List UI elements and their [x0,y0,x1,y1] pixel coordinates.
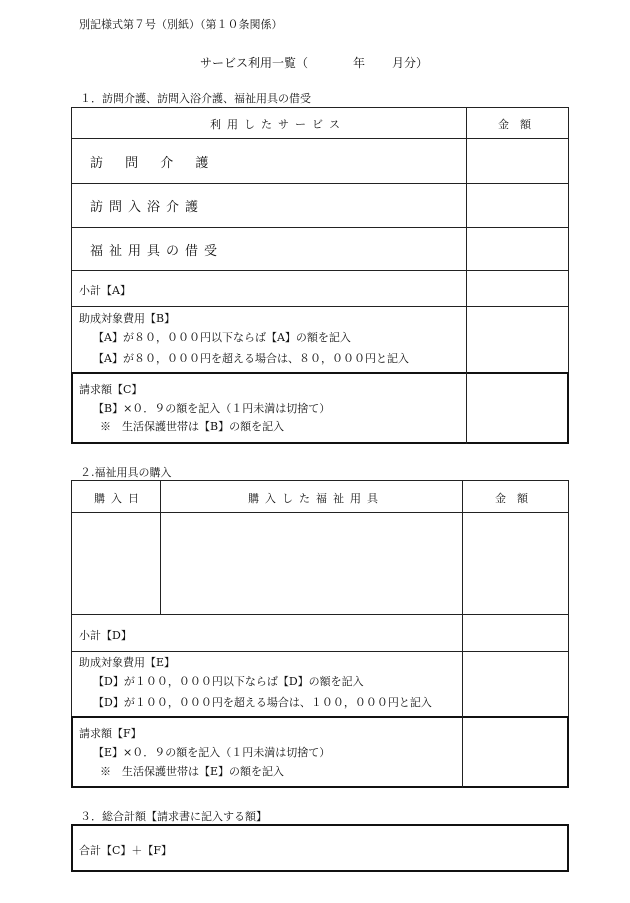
service-home-bathing: 訪問入浴介護 [90,200,205,215]
section1-amount-divider [466,107,467,372]
section2-amount-divider [462,480,463,717]
section1-heading: １．訪問介護、訪問入浴介護、福祉用具の借受 [80,92,311,105]
section2-date-divider [160,480,161,614]
year-label: 年 [353,56,366,70]
subtotal-a-label: 小計【A】 [79,284,131,297]
item-column-header: 購入した福祉用具 [248,492,384,505]
amount-column-header-2: 金 額 [495,492,528,505]
claim-f-rule-2: ※ 生活保護世帯は【E】の額を記入 [100,765,285,778]
claim-f-title: 請求額【F】 [79,727,142,740]
service-column-header: 利用したサービス [210,118,346,131]
subtotal-d-label: 小計【D】 [79,629,132,642]
subsidy-e-rule-1: 【D】が１００，０００円以下ならば【D】の額を記入 [93,675,364,688]
subsidy-b-rule-1: 【A】が８０，０００円以下ならば【A】の額を記入 [93,331,351,344]
date-column-header: 購入日 [94,492,145,505]
total-label: 合計【C】＋【F】 [79,844,173,857]
subsidy-e-rule-2: 【D】が１００，０００円を超える場合は、１００，０００円と記入 [93,696,432,709]
form-number: 別記様式第７号（別紙）（第１０条関係） [79,18,283,31]
page-title: サービス利用一覧（ [200,56,309,70]
claim-c-rule-2: ※ 生活保護世帯は【B】の額を記入 [100,420,285,433]
claim-c-title: 請求額【C】 [79,383,143,396]
subsidy-b-rule-2: 【A】が８０，０００円を超える場合は、８０，０００円と記入 [93,352,409,365]
subsidy-e-title: 助成対象費用【E】 [79,656,176,669]
section3-heading: ３．総合計額【請求書に記入する額】 [80,810,267,823]
amount-column-header: 金 額 [498,118,531,131]
subsidy-b-title: 助成対象費用【B】 [79,312,176,325]
service-equipment-rental: 福祉用具の借受 [90,244,224,259]
service-home-care: 訪 問 介 護 [90,156,218,171]
section2-heading: ２.福祉用具の購入 [80,466,172,479]
claim-f-rule-1: 【E】×０．９の額を記入（１円未満は切捨て） [93,746,331,759]
claim-c-rule-1: 【B】×０．９の額を記入（１円未満は切捨て） [93,402,331,415]
month-label: 月分） [392,56,429,70]
